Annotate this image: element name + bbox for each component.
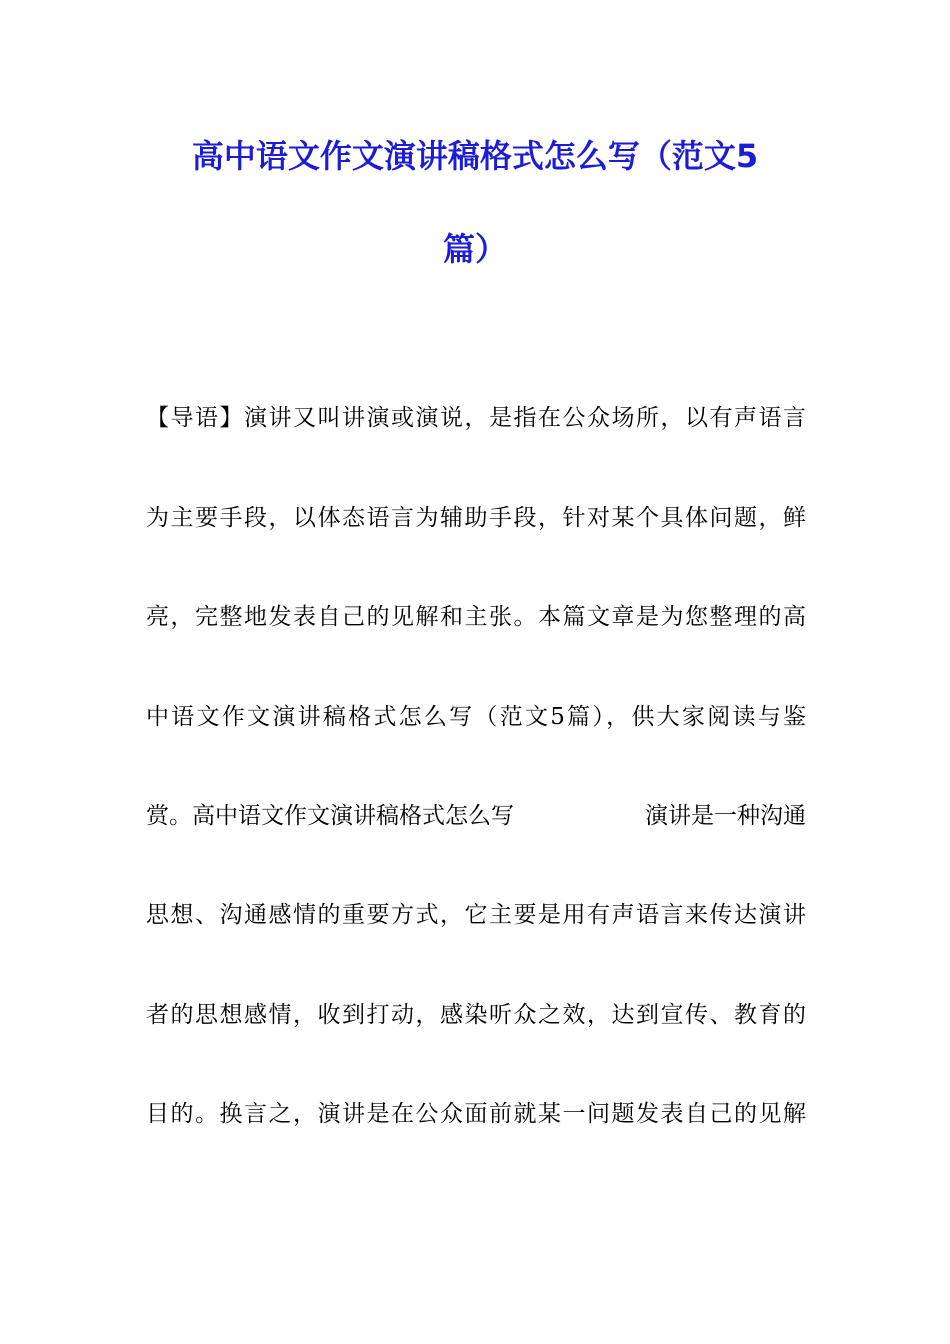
document-title-line-2: 篇） — [442, 230, 507, 268]
paragraph-line-5-right: 演讲是一种沟通 — [645, 803, 806, 829]
paragraph-line-7: 者的思想感情，收到打动，感染听众之效，达到宣传、教育的 — [146, 1002, 806, 1028]
paragraph-line-5 — [146, 801, 806, 831]
paragraph-line-4: 中语文作文演讲稿格式怎么写（范文5篇），供大家阅读与鉴 — [146, 704, 806, 730]
paragraph-line-3: 亮，完整地发表自己的见解和主张。本篇文章是为您整理的高 — [146, 604, 806, 630]
document-title-line-1: 高中语文作文演讲稿格式怎么写（范文5 — [191, 137, 759, 175]
paragraph-line-2: 为主要手段，以体态语言为辅助手段，针对某个具体问题，鲜 — [146, 505, 806, 531]
paragraph-line-6: 思想、沟通感情的重要方式，它主要是用有声语言来传达演讲 — [146, 902, 806, 928]
paragraph-line-1: 【导语】演讲又叫讲演或演说，是指在公众场所，以有声语言 — [146, 405, 806, 431]
paragraph-line-5-left: 赏。高中语文作文演讲稿格式怎么写 — [146, 803, 514, 829]
paragraph-line-8: 目的。换言之，演讲是在公众面前就某一问题发表自己的见解 — [146, 1101, 806, 1127]
